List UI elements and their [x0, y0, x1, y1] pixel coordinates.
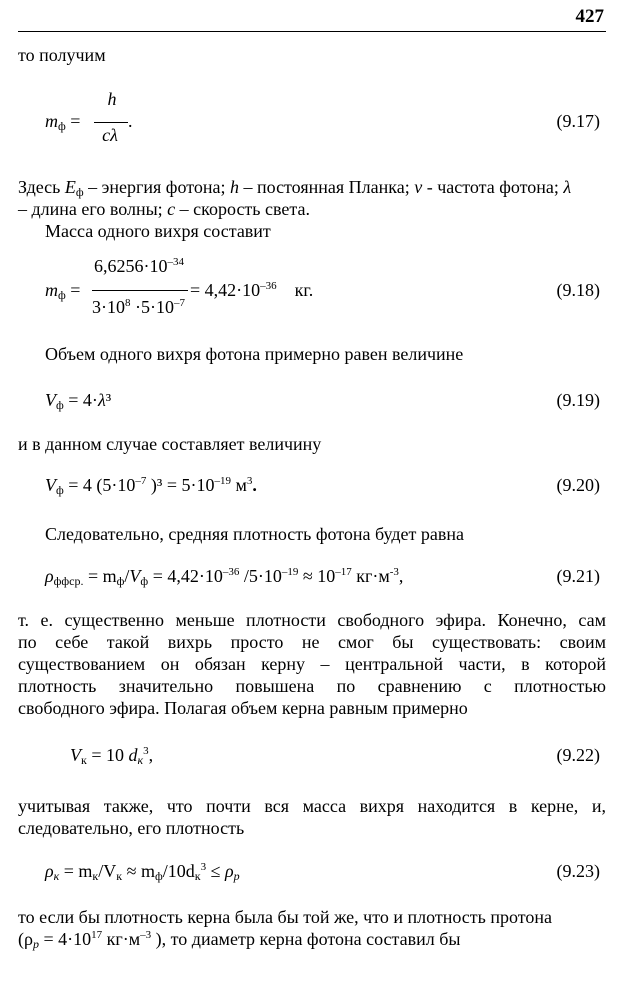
text-line-6: и в данном случае составляет величину	[18, 434, 322, 454]
text-line-5: Объем одного вихря фотона примерно равен величине	[45, 344, 464, 364]
equation-number: (9.20)	[556, 475, 600, 495]
text-line-7: Следовательно, средняя плотность фотона будет равна	[45, 524, 464, 544]
paragraph-line-4: плотность значительно повышена по сравнению с плотностью	[18, 676, 606, 696]
text-line-4: Масса одного вихря составит	[45, 221, 271, 241]
paragraph-r-line-1: то если бы плотность керна была бы той же, что и плотность протона	[18, 907, 552, 927]
paragraph-line-5: свободного эфира. Полагая объем керна равным примерно	[18, 698, 468, 718]
equation-number: (9.18)	[556, 280, 600, 300]
header-rule	[18, 31, 606, 32]
paragraph-q-line-2: следовательно, его плотность	[18, 818, 245, 838]
equation-number: (9.17)	[556, 111, 600, 131]
page-number: 427	[575, 6, 604, 27]
equation-number: (9.21)	[556, 566, 600, 586]
paragraph-line-3: существованием он обязан керну – центральной части, в которой	[18, 654, 606, 674]
equation-number: (9.19)	[556, 390, 600, 410]
text-line-2: Здесь $E_ф$ – энергия фотона; h – постоянная Планка; v - частота фотона; λ	[18, 177, 572, 199]
paragraph-line-1: т. е. существенно меньше плотности свободного эфира. Конечно, сам	[18, 610, 606, 630]
paragraph-line-2: по себе такой вихрь просто не смог бы существовать: своим	[18, 632, 606, 652]
text-line-1: то получим	[18, 45, 106, 65]
text-line-3: – длина его волны; c – скорость света.	[18, 199, 310, 219]
equation-number: (9.23)	[556, 861, 600, 881]
paragraph-q-line-1: учитывая также, что почти вся масса вихря находится в керне, и,	[18, 796, 606, 816]
equation-number: (9.22)	[556, 745, 600, 765]
paragraph-r-line-2: ($\rho_р = 4\cdot 10^{17}$ $кг\cdot м^{-3}$ ), то диаметр керна фотона составил бы	[18, 929, 461, 951]
